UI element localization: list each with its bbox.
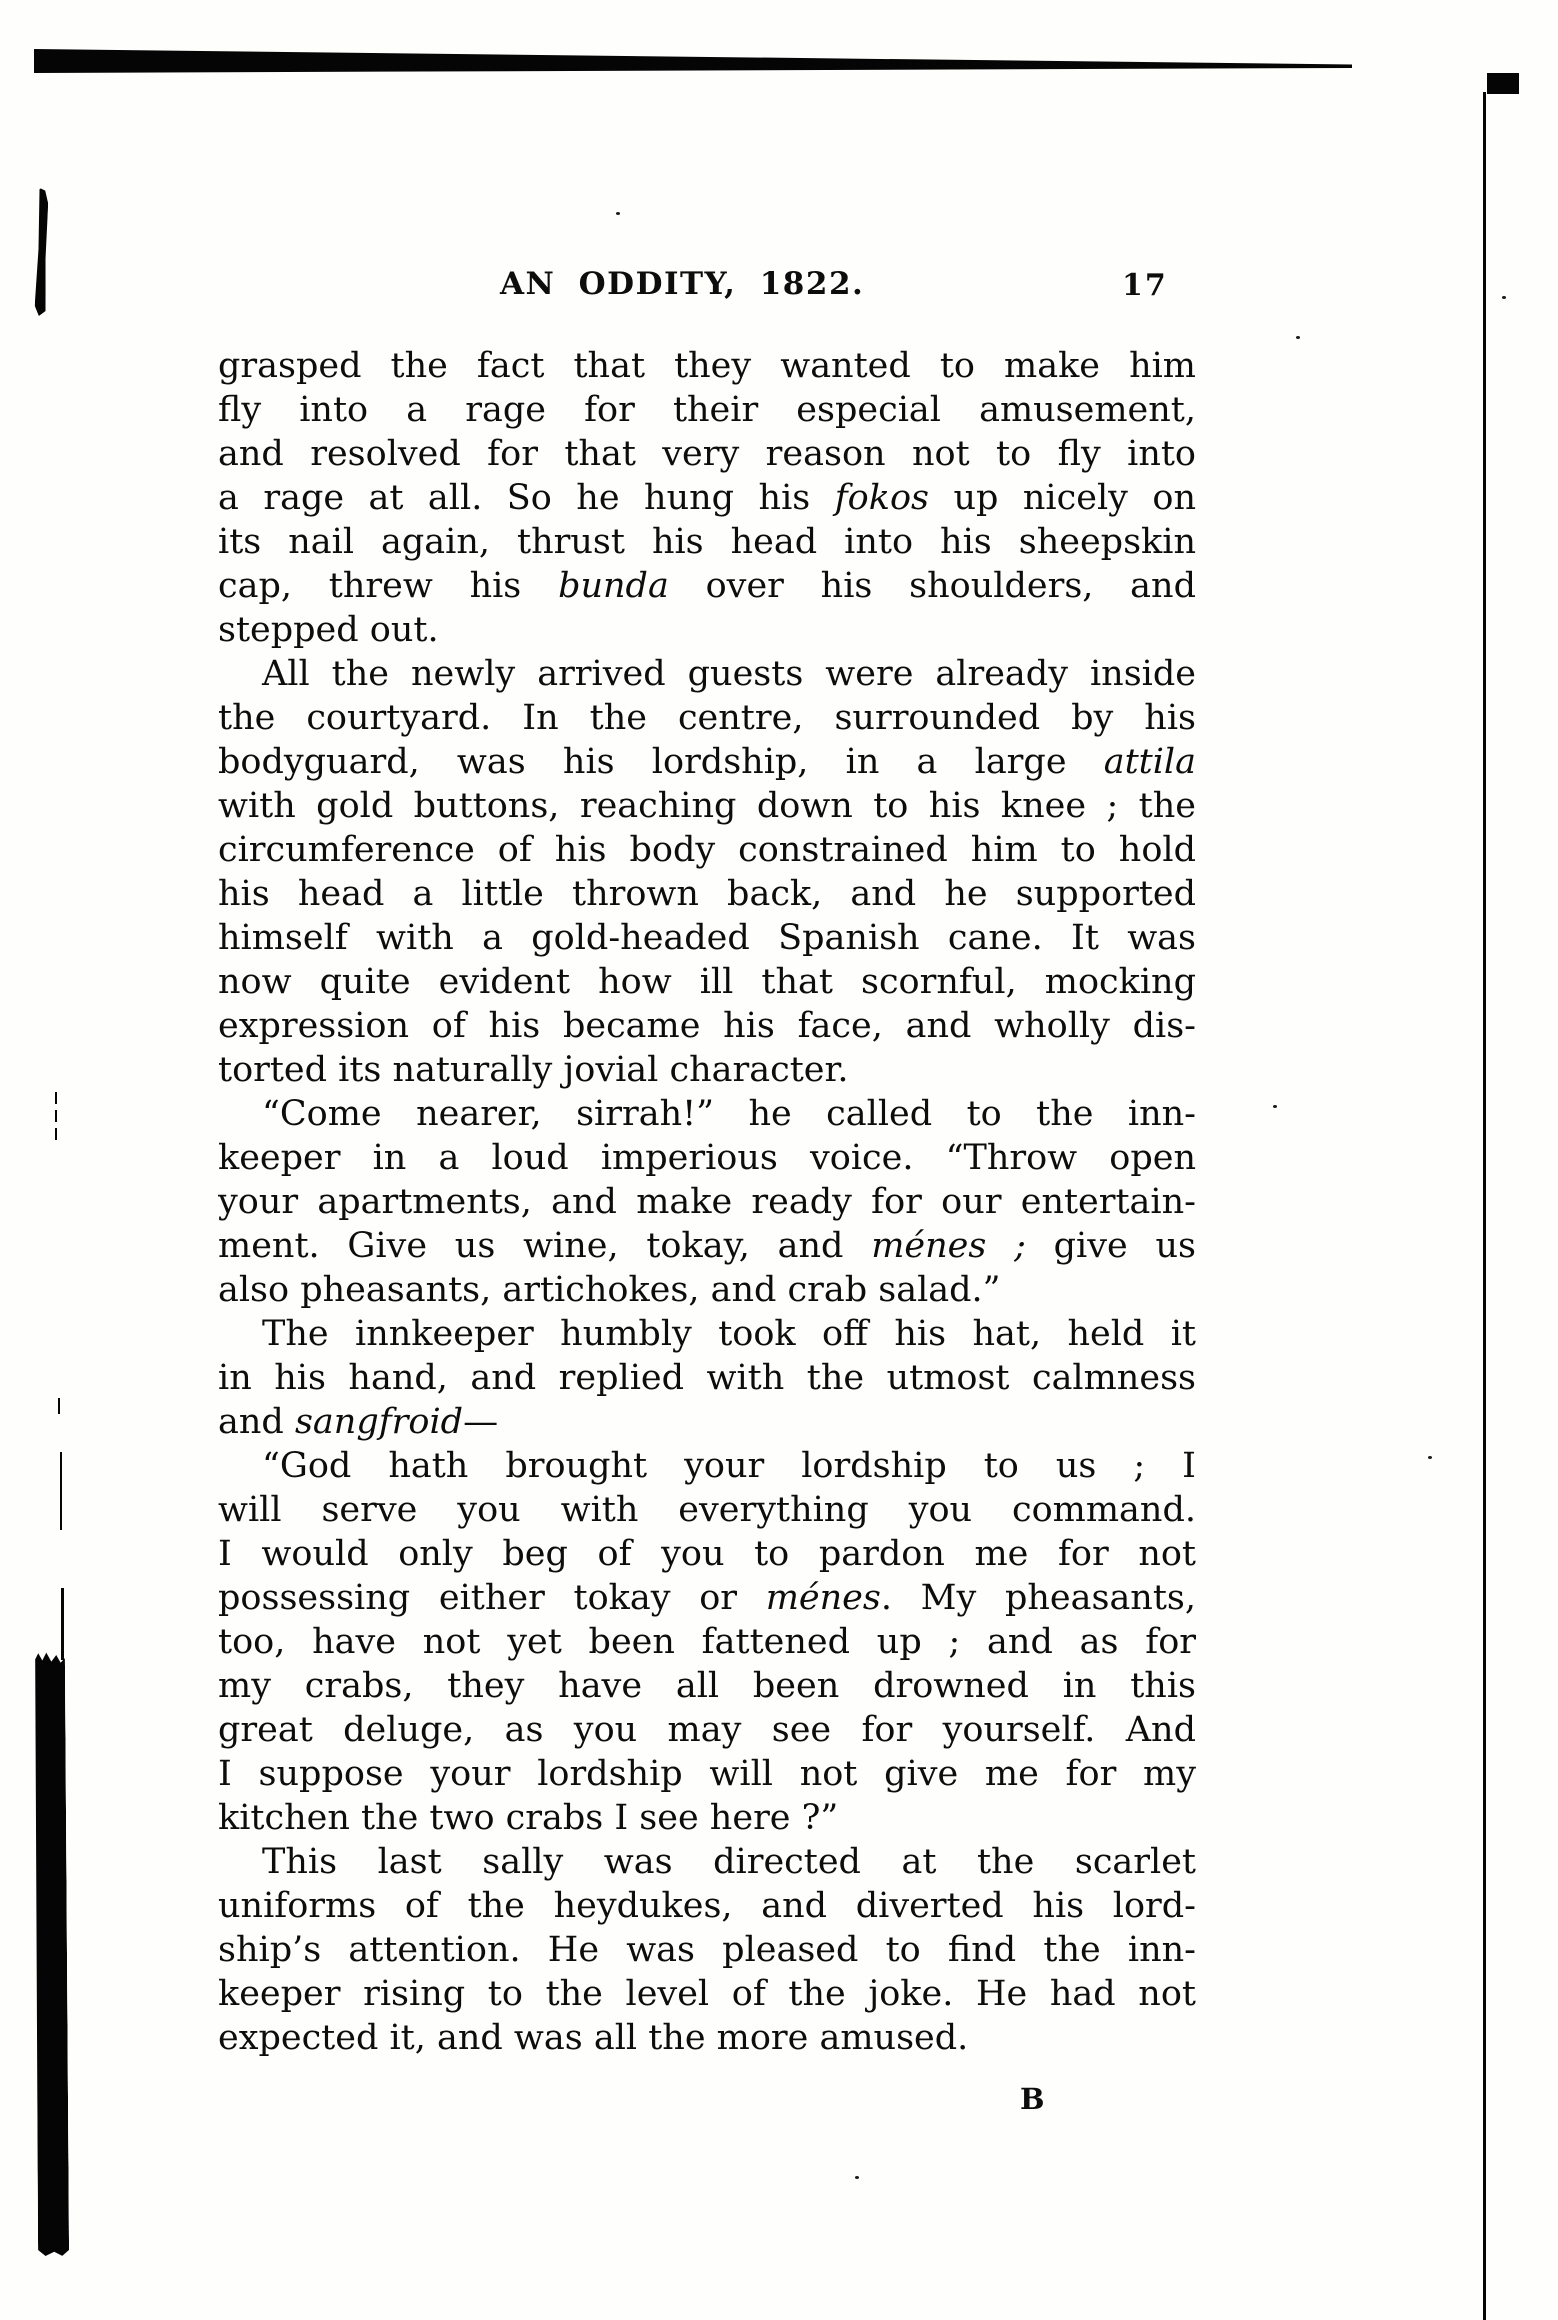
text-line: in his hand, and replied with the utmost calmness [218, 1358, 1196, 1398]
scan-speckle [1296, 336, 1300, 339]
scan-artifact-left-broken-line [55, 1092, 57, 1144]
text-line: ment. Give us wine, tokay, and ménes ; give us [218, 1226, 1196, 1266]
text-line: himself with a gold-headed Spanish cane. It was [218, 918, 1196, 958]
text-line: with gold buttons, reaching down to his knee ; the [218, 786, 1196, 826]
text-line: stepped out. [218, 610, 439, 650]
text-line: ship’s attention. He was pleased to find the inn- [218, 1930, 1196, 1970]
text-line: cap, threw his bunda over his shoulders, and [218, 566, 1196, 606]
text-line: expression of his became his face, and wholly dis- [218, 1006, 1196, 1046]
scan-artifact-left-tick [58, 1398, 60, 1414]
text-line: I suppose your lordship will not give me for my [218, 1754, 1196, 1794]
scan-artifact-left-thin-line-2 [61, 1588, 64, 1660]
text-line: its nail again, thrust his head into his sheepskin [218, 522, 1196, 562]
text-line: circumference of his body constrained him to hold [218, 830, 1196, 870]
text-line: his head a little thrown back, and he supported [218, 874, 1196, 914]
scan-speckle [1273, 1105, 1277, 1108]
text-line: “God hath brought your lordship to us ; I [262, 1446, 1196, 1486]
text-line: All the newly arrived guests were already inside [262, 654, 1196, 694]
text-line: keeper in a loud imperious voice. “Throw open [218, 1138, 1196, 1178]
scan-artifact-left-thin-line [60, 1452, 62, 1530]
text-line: torted its naturally jovial character. [218, 1050, 849, 1090]
text-line: bodyguard, was his lordship, in a large attila [218, 742, 1196, 782]
text-line: kitchen the two crabs I see here ?” [218, 1798, 839, 1838]
text-line: possessing either tokay or ménes. My pheasants, [218, 1578, 1196, 1618]
page-number: 17 [1122, 268, 1168, 303]
text-line: keeper rising to the level of the joke. He had not [218, 1974, 1196, 2014]
text-line: fly into a rage for their especial amusement, [218, 390, 1196, 430]
text-line: uniforms of the heydukes, and diverted his lord- [218, 1886, 1196, 1926]
scan-speckle [1502, 296, 1506, 299]
text-line: now quite evident how ill that scornful, mocking [218, 962, 1196, 1002]
text-line: my crabs, they have all been drowned in this [218, 1666, 1196, 1706]
text-line: The innkeeper humbly took off his hat, held it [262, 1314, 1196, 1354]
scan-artifact-top-right-square [1487, 73, 1519, 94]
text-line: too, have not yet been fattened up ; and as for [218, 1622, 1196, 1662]
text-line: and sangfroid— [218, 1402, 499, 1442]
text-line: the courtyard. In the centre, surrounded by his [218, 698, 1196, 738]
chapter-header: AN ODDITY, 1822. [500, 266, 865, 302]
text-line: I would only beg of you to pardon me for not [218, 1534, 1196, 1574]
text-line: will serve you with everything you command. [218, 1490, 1196, 1530]
text-line: your apartments, and make ready for our entertain- [218, 1182, 1196, 1222]
text-line: “Come nearer, sirrah!” he called to the inn- [262, 1094, 1196, 1134]
text-line: also pheasants, artichokes, and crab salad.” [218, 1270, 1001, 1310]
text-line: a rage at all. So he hung his fokos up nicely on [218, 478, 1196, 518]
scan-speckle [616, 212, 620, 215]
scan-artifact-top-bar [34, 48, 1352, 73]
body-text [218, 344, 1196, 2060]
signature-mark: B [1020, 2082, 1045, 2116]
text-line: This last sally was directed at the scarlet [262, 1842, 1196, 1882]
text-line: and resolved for that very reason not to fly into [218, 434, 1196, 474]
text-line: great deluge, as you may see for yourself. And [218, 1710, 1196, 1750]
scan-artifact-page-edge-line [1483, 92, 1486, 2320]
text-line: expected it, and was all the more amused. [218, 2018, 969, 2058]
scan-speckle [1428, 1456, 1432, 1459]
text-line: grasped the fact that they wanted to make him [218, 346, 1196, 386]
scan-artifact-left-ink-stroke [34, 188, 48, 316]
scan-speckle [855, 2176, 859, 2179]
scan-artifact-left-ink-bar [34, 1652, 69, 2256]
